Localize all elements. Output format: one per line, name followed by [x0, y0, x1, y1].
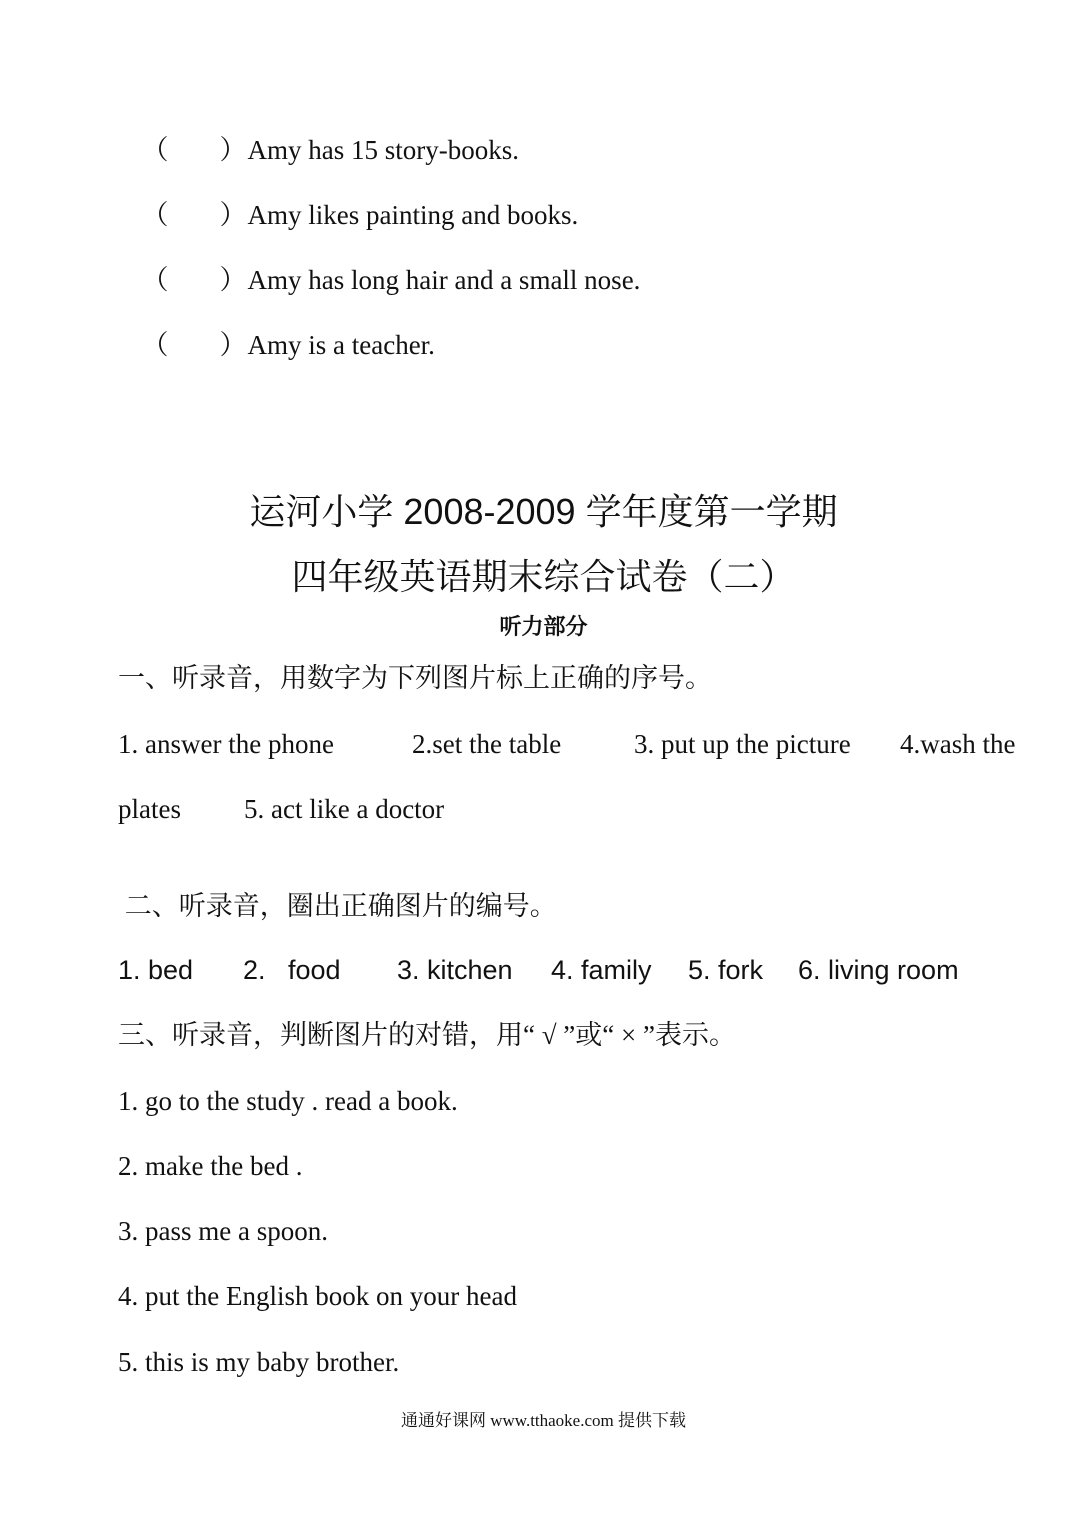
section3-item: 5. this is my baby brother. [118, 1347, 400, 1377]
answer-blank-close: ） [219, 265, 247, 295]
tf-row [128, 240, 640, 294]
section1-item: 3. put up the picture [634, 729, 851, 759]
section1-item: 1. answer the phone [118, 729, 334, 759]
answer-blank-close: ） [219, 135, 247, 165]
tf-row [128, 110, 519, 164]
tf-row [128, 175, 578, 229]
answer-blank-close: ） [219, 330, 247, 360]
tf-statement: Amy has 15 story-books. [247, 135, 519, 165]
answer-blank-open: （ [141, 265, 169, 295]
section2-item: 3. kitchen [397, 955, 513, 985]
section1-item: plates [118, 794, 181, 824]
section3-item: 3. pass me a spoon. [118, 1216, 328, 1246]
exam-title-line2: 四年级英语期末综合试卷（二） [291, 556, 796, 597]
section2-item: 5. fork [688, 955, 764, 985]
tf-statement: Amy likes painting and books. [247, 200, 579, 230]
section1-item: 5. act like a doctor [244, 794, 445, 824]
section2-heading: 二、听录音，圈出正确图片的编号。 [118, 891, 557, 921]
section2-item: 1. bed [118, 955, 194, 985]
tf-statement: Amy is a teacher. [247, 330, 435, 360]
exam-title-line1: 运河小学 2008-2009 学年度第一学期 [249, 491, 838, 532]
section2-item: 2. food [243, 955, 341, 985]
section3-item: 2. make the bed . [118, 1151, 303, 1181]
section2-item: 6. living room [798, 955, 959, 985]
answer-blank-open: （ [141, 135, 169, 165]
answer-blank-open: （ [141, 200, 169, 230]
tf-row [128, 305, 435, 359]
answer-blank-open: （ [141, 330, 169, 360]
section3-item: 1. go to the study . read a book. [118, 1086, 458, 1116]
answer-blank-close: ） [219, 200, 247, 230]
section3-item: 4. put the English book on your head [118, 1281, 517, 1311]
section2-item: 4. family [551, 955, 652, 985]
section1-item: 4.wash the [900, 729, 1016, 759]
page-footer: 通通好课网 www.tthaoke.com 提供下载 [400, 1411, 687, 1430]
part-label: 听力部分 [499, 614, 588, 639]
section1-heading: 一、听录音，用数字为下列图片标上正确的序号。 [118, 663, 712, 693]
section3-heading: 三、听录音，判断图片的对错，用“ √ ”或“ × ”表示。 [118, 1020, 736, 1050]
section1-item: 2.set the table [412, 729, 562, 759]
tf-statement: Amy has long hair and a small nose. [247, 265, 641, 295]
